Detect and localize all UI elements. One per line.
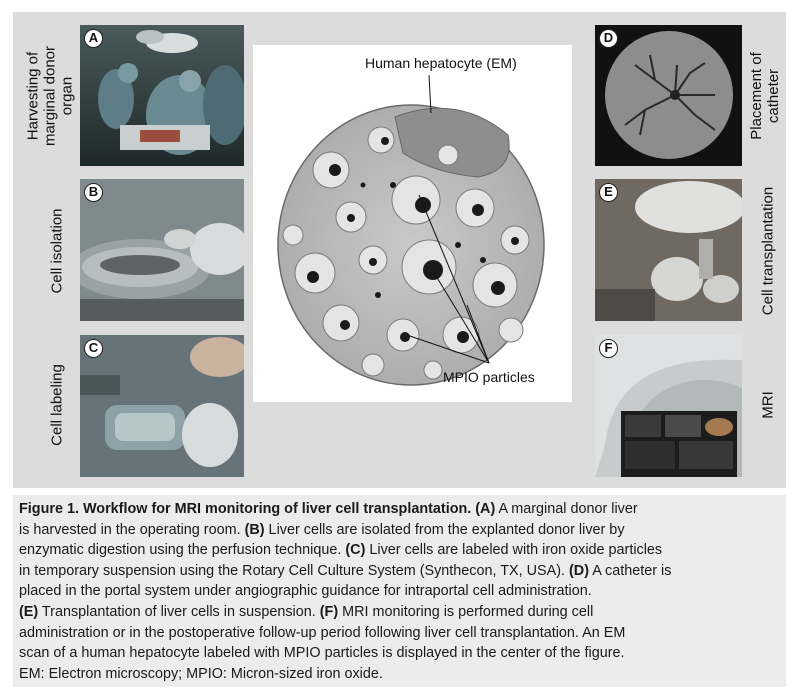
caption-run: in temporary suspension using the Rotary Cell Culture System (Synthecon, TX, USA). <box>19 562 570 579</box>
cell-labeling-image <box>80 335 244 477</box>
caption-line <box>19 623 780 644</box>
caption-bold-run: (C) <box>345 542 366 559</box>
mri-image <box>595 335 742 477</box>
photo-mri <box>595 335 742 477</box>
caption-run: enzymatic digestion using the perfusion technique. <box>19 542 346 559</box>
label-mpio-particles: MPIO particles <box>443 369 535 385</box>
operating-room-image <box>80 25 244 166</box>
label-placement-of-catheter: Placement of catheter <box>748 52 782 140</box>
caption-bold-run: (F) <box>319 603 339 620</box>
caption-bold-run: (E) <box>19 603 39 620</box>
panel-letter-b: B <box>84 183 103 202</box>
caption-run: is harvested in the operating room. <box>19 521 245 538</box>
caption-line <box>19 520 780 541</box>
label-mri: MRI <box>759 391 777 419</box>
label-human-hepatocyte: Human hepatocyte (EM) <box>365 55 517 71</box>
caption-line <box>19 643 780 664</box>
photo-cell-isolation <box>80 179 244 321</box>
caption-run: administration or in the postoperative follow-up period following liver cell transplantation. An EM <box>19 624 626 641</box>
label-cell-transplantation: Cell transplantation <box>759 186 777 316</box>
label-harvesting: Harvesting of marginal donor organ <box>24 45 76 147</box>
cell-isolation-image <box>80 179 244 321</box>
panel-letter-a: A <box>84 29 103 48</box>
panel-letter-d: D <box>599 29 618 48</box>
caption-run: Transplantation of liver cells in suspension. <box>38 603 320 620</box>
panel-letter-f: F <box>599 339 618 358</box>
panel-letter-e: E <box>599 183 618 202</box>
caption-run: placed in the portal system under angiographic guidance for intraportal cell administration. <box>19 583 592 600</box>
caption-run: Liver cells are labeled with iron oxide particles <box>365 542 663 559</box>
caption-line <box>19 499 780 520</box>
em-image-panel <box>253 45 572 402</box>
figure-caption <box>13 495 786 687</box>
caption-line <box>19 581 780 602</box>
caption-bold-run: (B) <box>244 521 265 538</box>
photo-catheter-placement <box>595 25 742 166</box>
caption-line <box>19 561 780 582</box>
photo-cell-transplantation <box>595 179 742 321</box>
label-cell-isolation: Cell isolation <box>48 208 66 294</box>
panel-letter-c: C <box>84 339 103 358</box>
caption-run: A catheter is <box>589 562 672 579</box>
caption-line <box>19 664 780 685</box>
hepatocyte-em-image <box>253 45 572 402</box>
caption-text <box>19 499 780 684</box>
caption-run: EM: Electron microscopy; MPIO: Micron-sized iron oxide. <box>19 665 383 682</box>
cell-transplantation-image <box>595 179 742 321</box>
label-cell-labeling: Cell labeling <box>48 364 66 446</box>
caption-run: A marginal donor liver <box>495 501 638 517</box>
angiography-image <box>595 25 742 166</box>
caption-line <box>19 540 780 561</box>
caption-run: scan of a human hepatocyte labeled with MPIO particles is displayed in the center of the figure. <box>19 645 625 662</box>
caption-run: MRI monitoring is performed during cell <box>338 603 594 620</box>
caption-run: Liver cells are isolated from the explanted donor liver by <box>264 521 625 538</box>
photo-harvesting <box>80 25 244 166</box>
caption-bold-run: (D) <box>569 562 589 579</box>
photo-cell-labeling <box>80 335 244 477</box>
caption-line <box>19 602 780 623</box>
caption-bold-run: Figure 1. Workflow for MRI monitoring of liver cell transplantation. (A) <box>19 501 496 517</box>
